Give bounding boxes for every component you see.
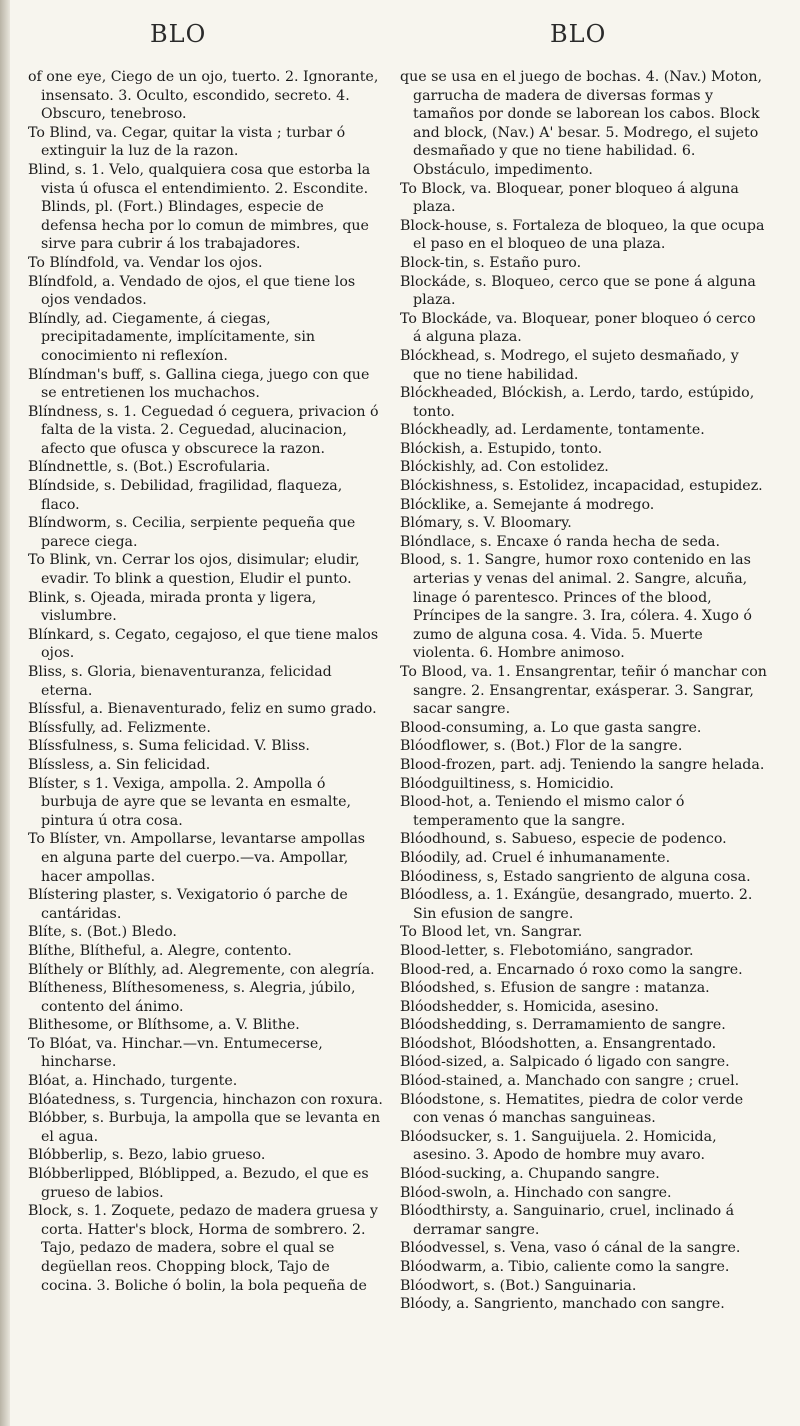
dictionary-entry: Blóod-swoln, a. Hinchado con sangre. bbox=[400, 1184, 672, 1201]
dictionary-entry: Blood-letter, s. Flebotomiáno, sangrador. bbox=[400, 942, 694, 959]
dictionary-entry: Block, s. 1. Zoquete, pedazo de madera gruesa y corta. Hatter's block, Horma de sombrero. 2. Tajo, pedazo de madera, sobre el qual se degüellan reos. Chopping block, Tajo de cocina. 3. Boliche ó bolin, la bola pequeña de bbox=[28, 1203, 378, 1294]
dictionary-entry: Blóckishly, ad. Con estolidez. bbox=[400, 459, 609, 476]
dictionary-entry: que se usa en el juego de bochas. 4. (Nav.) Moton, garrucha de madera de diversas formas y tamaños por donde se laborean los cabos. Block and block, (Nav.) A' besar. 5. Modrego, el sujeto desmañado y que no tiene habilidad. 6. Obstáculo, impedimento. bbox=[400, 69, 763, 178]
dictionary-entry: Blíster, s 1. Vexiga, ampolla. 2. Ampolla ó burbuja de ayre que se levanta en esmalte, pintura ú otra cosa. bbox=[28, 775, 352, 829]
dictionary-entry: Blóodless, a. 1. Exángüe, desangrado, muerto. 2. Sin efusion de sangre. bbox=[400, 887, 753, 922]
dictionary-entry: Blink, s. Ojeada, mirada pronta y ligera, vislumbre. bbox=[28, 589, 317, 625]
dictionary-entry: Blithesome, or Blíthsome, a. V. Blithe. bbox=[28, 1017, 300, 1034]
dictionary-entry: of one eye, Ciego de un ojo, tuerto. 2. Ignorante, insensato. 3. Oculto, escondido, secreto. 4. Obscuro, tenebroso. bbox=[28, 69, 379, 123]
dictionary-entry: Blíndness, s. 1. Ceguedad ó ceguera, privacion ó falta de la vista. 2. Ceguedad, alucinacion, afecto que ofusca y obscurece la razon. bbox=[28, 403, 379, 457]
dictionary-entry: Blóodvessel, s. Vena, vaso ó cánal de la sangre. bbox=[400, 1240, 741, 1257]
dictionary-entry: Blóodily, ad. Cruel é inhumanamente. bbox=[400, 849, 671, 866]
header-right: BLO bbox=[550, 20, 607, 48]
dictionary-entry: Blóodthirsty, a. Sanguinario, cruel, inclinado á derramar sangre. bbox=[400, 1203, 735, 1238]
dictionary-entry: Blíssfully, ad. Felizmente. bbox=[28, 719, 211, 736]
dictionary-entry: To Blink, vn. Cerrar los ojos, disimular; eludir, evadir. To blink a question, Eludir el punto. bbox=[28, 552, 360, 588]
dictionary-entry: Blíssless, a. Sin felicidad. bbox=[28, 756, 211, 773]
dictionary-entry: Block-tin, s. Estaño puro. bbox=[400, 254, 582, 271]
dictionary-entry: Blóckishness, s. Estolidez, incapacidad, estupidez. bbox=[400, 478, 763, 495]
dictionary-entry: Blóodshedding, s. Derramamiento de sangre. bbox=[400, 1017, 726, 1034]
dictionary-entry: Blíndly, ad. Ciegamente, á ciegas, precipitadamente, implícitamente, sin conocimiento ni reflexíon. bbox=[28, 310, 316, 364]
dictionary-entry: Blíssful, a. Bienaventurado, feliz en sumo grado. bbox=[28, 701, 377, 718]
dictionary-entry: Blínkard, s. Cegato, cegajoso, el que tiene malos ojos. bbox=[28, 626, 379, 662]
dictionary-entry: Blíthely or Blíthly, ad. Alegremente, con alegría. bbox=[28, 961, 375, 978]
dictionary-entry: To Blockáde, va. Bloquear, poner bloqueo ó cerco á alguna plaza. bbox=[400, 310, 756, 346]
dictionary-entry: To Blóat, va. Hinchar.—vn. Entumecerse, hincharse. bbox=[28, 1035, 323, 1071]
dictionary-entry: Blítheness, Blíthesomeness, s. Alegria, júbilo, contento del ánimo. bbox=[28, 980, 356, 1015]
dictionary-entry: Blóckhead, s. Modrego, el sujeto desmañado, y que no tiene habilidad. bbox=[400, 347, 739, 383]
dictionary-entry: Blóndlace, s. Encaxe ó randa hecha de seda. bbox=[400, 533, 720, 550]
dictionary-entry: Blóody, a. Sangriento, manchado con sangre. bbox=[400, 1296, 725, 1313]
dictionary-entry: Blood-hot, a. Teniendo el mismo calor ó temperamento que la sangre. bbox=[400, 794, 685, 829]
dictionary-entry: Bliss, s. Gloria, bienaventuranza, felicidad eterna. bbox=[28, 664, 332, 699]
dictionary-entry: Blóodhound, s. Sabueso, especie de podenco. bbox=[400, 831, 727, 848]
dictionary-entry: Blóodshed, s. Efusion de sangre : matanza. bbox=[400, 980, 710, 997]
dictionary-entry: To Blood, va. 1. Ensangrentar, teñir ó manchar con sangre. 2. Ensangrentar, exásperar. 3. Sangrar, sacar sangre. bbox=[400, 664, 767, 718]
dictionary-entry: Blood-red, a. Encarnado ó roxo como la sangre. bbox=[400, 961, 743, 978]
dictionary-entry: Blíndman's buff, s. Gallina ciega, juego con que se entretienen los muchachos. bbox=[28, 366, 370, 402]
dictionary-entry: Blockáde, s. Bloqueo, cerco que se pone á alguna plaza. bbox=[400, 273, 756, 309]
dictionary-entry: Blood-frozen, part. adj. Teniendo la sangre helada. bbox=[400, 756, 765, 773]
running-header bbox=[0, 20, 800, 56]
dictionary-entry: Blóatedness, s. Turgencia, hinchazon con roxura. bbox=[28, 1091, 383, 1108]
dictionary-entry: Blíte, s. (Bot.) Bledo. bbox=[28, 924, 177, 941]
dictionary-entry: Blómary, s. V. Bloomary. bbox=[400, 515, 572, 532]
dictionary-entry: Blócklike, a. Semejante á modrego. bbox=[400, 496, 655, 513]
dictionary-entry: Blóat, a. Hinchado, turgente. bbox=[28, 1073, 238, 1090]
dictionary-entry: Blóbberlipped, Blóblipped, a. Bezudo, el que es grueso de labios. bbox=[28, 1166, 369, 1201]
dictionary-entry: Blíndside, s. Debilidad, fragilidad, flaqueza, flaco. bbox=[28, 478, 343, 513]
dictionary-entry: Blóodwort, s. (Bot.) Sanguinaria. bbox=[400, 1277, 637, 1294]
dictionary-entry: Blóodflower, s. (Bot.) Flor de la sangre. bbox=[400, 738, 683, 755]
dictionary-entry: Blíssfulness, s. Suma felicidad. V. Bliss. bbox=[28, 738, 310, 755]
dictionary-entry: Block-house, s. Fortaleza de bloqueo, la que ocupa el paso en el bloqueo de una plaza. bbox=[400, 217, 765, 253]
dictionary-entry: Blóckish, a. Estupido, tonto. bbox=[400, 440, 603, 457]
dictionary-entry: Blóckheadly, ad. Lerdamente, tontamente. bbox=[400, 422, 705, 439]
dictionary-entry: To Blood let, vn. Sangrar. bbox=[400, 924, 583, 941]
dictionary-entry: Blíndworm, s. Cecilia, serpiente pequeña que parece ciega. bbox=[28, 515, 356, 550]
dictionary-entry: To Blíster, vn. Ampollarse, levantarse ampollas en alguna parte del cuerpo.—va. Ampollar, hacer ampollas. bbox=[28, 831, 366, 885]
dictionary-entry: Blood-consuming, a. Lo que gasta sangre. bbox=[400, 719, 702, 736]
dictionary-entry: Blind, s. 1. Velo, qualquiera cosa que estorba la vista ú ofusca el entendimiento. 2. Escondite. Blinds, pl. (Fort.) Blindages, especie de defensa hecha por lo comun de mimbres, que sirve para cubrir á los trabajadores. bbox=[28, 161, 371, 253]
dictionary-entry: Blíthe, Blítheful, a. Alegre, contento. bbox=[28, 942, 292, 959]
dictionary-entry: Blóod-sucking, a. Chupando sangre. bbox=[400, 1166, 660, 1183]
header-left: BLO bbox=[150, 20, 207, 48]
dictionary-entry: To Blind, va. Cegar, quitar la vista ; turbar ó extinguir la luz de la razon. bbox=[28, 124, 346, 160]
dictionary-entry: Blood, s. 1. Sangre, humor roxo contenido en las arterias y venas del animal. 2. Sangre, alcuña, linage ó parentesco. Princes of the blood, Príncipes de la sangre. 3. Ira, cólera. 4. Xugo ó zumo de alguna cosa. 4. Vida. 5. Muerte violenta. 6. Hombre animoso. bbox=[400, 552, 752, 662]
dictionary-entry: Blóodsucker, s. 1. Sanguijuela. 2. Homicida, asesino. 3. Apodo de hombre muy avaro. bbox=[400, 1128, 717, 1164]
dictionary-entry: Blóodiness, s, Estado sangriento de alguna cosa. bbox=[400, 868, 751, 885]
right-column bbox=[400, 68, 768, 1418]
dictionary-entry: To Block, va. Bloquear, poner bloqueo á alguna plaza. bbox=[400, 180, 739, 216]
dictionary-entry: Blíndfold, a. Vendado de ojos, el que tiene los ojos vendados. bbox=[28, 273, 356, 309]
dictionary-entry: Blóodwarm, a. Tibio, caliente como la sangre. bbox=[400, 1259, 730, 1275]
dictionary-entry: Blóbber, s. Burbuja, la ampolla que se levanta en el agua. bbox=[28, 1110, 381, 1145]
dictionary-entry: Blóbberlip, s. Bezo, labio grueso. bbox=[28, 1147, 266, 1164]
dictionary-entry: Blóod-stained, a. Manchado con sangre ; cruel. bbox=[400, 1073, 740, 1090]
dictionary-entry: Blóckheaded, Blóckish, a. Lerdo, tardo, estúpido, tonto. bbox=[400, 385, 755, 420]
dictionary-entry: Blóodguiltiness, s. Homicidio. bbox=[400, 775, 614, 792]
page-gutter-shadow bbox=[0, 0, 10, 1426]
dictionary-entry: Blíndnettle, s. (Bot.) Escrofularia. bbox=[28, 459, 271, 476]
dictionary-entry: To Blíndfold, va. Vendar los ojos. bbox=[28, 254, 263, 271]
left-column bbox=[28, 68, 383, 1418]
dictionary-entry: Blístering plaster, s. Vexigatorio ó parche de cantáridas. bbox=[28, 887, 348, 922]
dictionary-entry: Blóodshot, Blóodshotten, a. Ensangrentado. bbox=[400, 1035, 717, 1052]
dictionary-entry: Blóodshedder, s. Homicida, asesino. bbox=[400, 998, 659, 1015]
dictionary-entry: Blóodstone, s. Hematites, piedra de color verde con venas ó manchas sanguineas. bbox=[400, 1091, 744, 1127]
dictionary-entry: Blóod-sized, a. Salpicado ó ligado con sangre. bbox=[400, 1054, 730, 1071]
